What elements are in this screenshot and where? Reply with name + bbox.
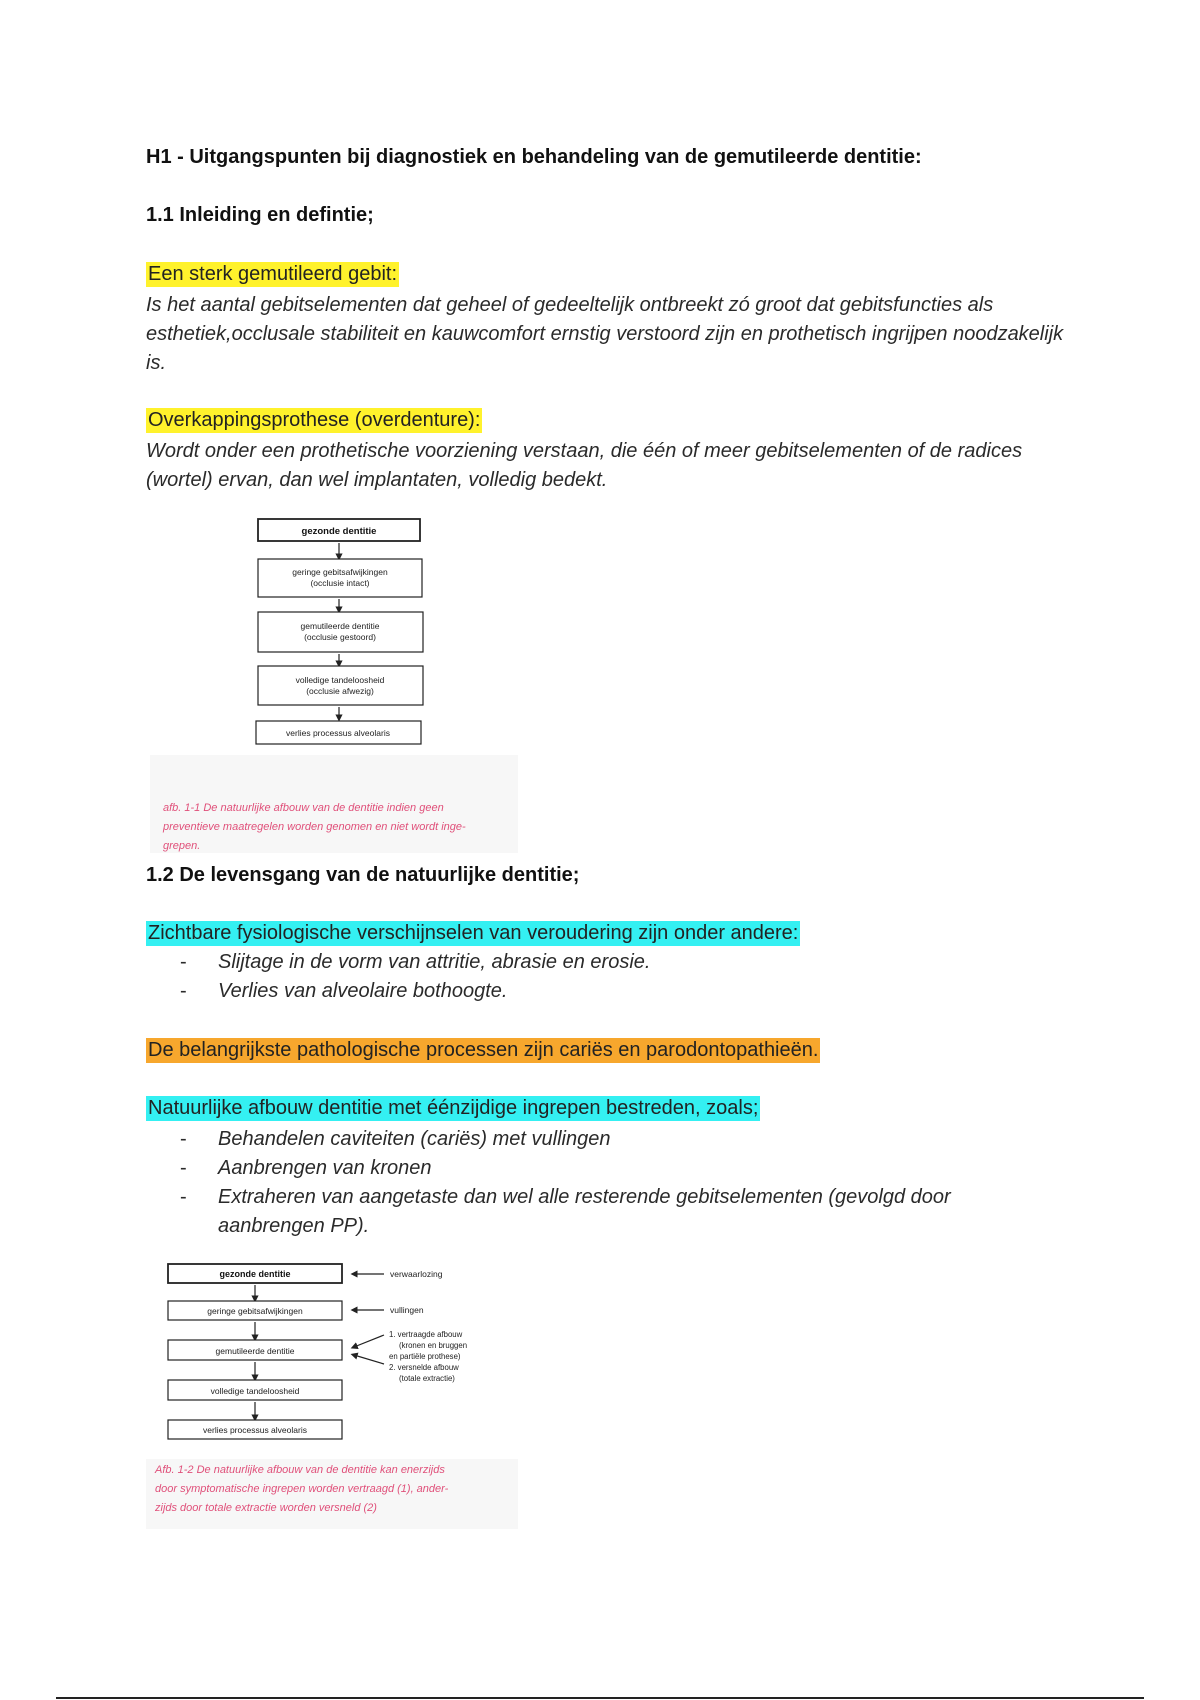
note-line: 2. versnelde afbouw xyxy=(389,1363,459,1372)
flow-box-4-label: volledige tandeloosheid xyxy=(295,675,385,685)
caption-line: zijds door totale extractie worden versneld (2) xyxy=(155,1502,377,1514)
figure-2-caption xyxy=(155,1461,448,1518)
caption-line: grepen. xyxy=(163,840,201,852)
note-line: en partiële prothese) xyxy=(389,1352,461,1361)
definition-1-text: Is het aantal gebitselementen dat geheel of gedeeltelijk ontbreekt zó groot dat gebitsfuncties als esthetiek,occlusale stabiliteit en kauwcomfort ernstig verstoord zijn en prothetisch ingrijpen noodzakelijk is. xyxy=(146,294,1064,374)
flow-box-2-sublabel: (occlusie intact) xyxy=(310,578,370,588)
note-line: 1. vertraagde afbouw xyxy=(389,1330,463,1339)
section-1-1-title: 1.1 Inleiding en defintie; xyxy=(146,204,374,226)
highlight-cyan: Natuurlijke afbouw dentitie met éénzijdige ingrepen bestreden, zoals; xyxy=(148,1097,759,1119)
definition-2-term xyxy=(146,408,482,433)
flow-box-5-label: verlies processus alveolaris xyxy=(203,1425,307,1435)
highlight-yellow: Overkappingsprothese (overdenture): xyxy=(148,409,481,431)
aging-list xyxy=(180,948,1060,1006)
chapter-heading: H1 - Uitgangspunten bij diagnostiek en behandeling van de gemutileerde dentitie: xyxy=(146,146,922,168)
flow-box-5-label: verlies processus alveolaris xyxy=(286,728,390,738)
figure-1 xyxy=(150,503,518,853)
list-item: - Slijtage in de vorm van attritie, abrasie en erosie. xyxy=(180,948,1060,977)
note-neglect: verwaarlozing xyxy=(390,1269,443,1279)
section-1-2-title: 1.2 De levensgang van de natuurlijke dentitie; xyxy=(146,864,580,886)
figure-2 xyxy=(146,1247,518,1529)
flow-box-2-label: geringe gebitsafwijkingen xyxy=(292,567,388,577)
interventions-list xyxy=(180,1125,1060,1241)
definition-2-text: Wordt onder een prothetische voorziening verstaan, die één of meer gebitselementen of de radices (wortel) ervan, dan wel implantaten, volledig bedekt. xyxy=(146,440,1023,491)
figure-1-caption xyxy=(163,799,466,856)
note-line: (totale extractie) xyxy=(399,1374,455,1383)
flow-box-1-label: gezonde dentitie xyxy=(301,526,377,537)
flow-box-2-label: geringe gebitsafwijkingen xyxy=(207,1306,303,1316)
flow-box-3-label: gemutileerde dentitie xyxy=(300,621,380,631)
highlight-cyan: Zichtbare fysiologische verschijnselen van veroudering zijn onder andere: xyxy=(148,922,799,944)
footer-rule xyxy=(56,1697,1144,1699)
list-item: - Verlies van alveolaire bothoogte. xyxy=(180,977,1060,1006)
flow-box-3-sublabel: (occlusie gestoord) xyxy=(304,632,376,642)
dash-marker: - xyxy=(180,1128,187,1150)
definition-1-term xyxy=(146,262,399,287)
list-item: - Behandelen caviteiten (cariës) met vullingen xyxy=(180,1125,1060,1154)
highlight-physiological xyxy=(146,921,800,946)
flow-box-4-sublabel: (occlusie afwezig) xyxy=(306,686,374,696)
flow-box-1-label: gezonde dentitie xyxy=(219,1269,291,1279)
list-item: - Aanbrengen van kronen xyxy=(180,1154,1060,1183)
note-line: (kronen en bruggen xyxy=(399,1341,468,1350)
caption-line: Afb. 1-2 De natuurlijke afbouw van de dentitie kan enerzijds xyxy=(155,1464,445,1476)
note-fillings: vullingen xyxy=(390,1305,424,1315)
dash-marker: - xyxy=(180,951,187,973)
highlight-yellow: Een sterk gemutileerd gebit: xyxy=(148,263,398,285)
caption-line: door symptomatische ingrepen worden vertraagd (1), ander- xyxy=(155,1483,449,1495)
dash-marker: - xyxy=(180,1186,187,1208)
highlight-interventions xyxy=(146,1096,760,1121)
list-item: - Extraheren van aangetaste dan wel alle resterende gebitselementen (gevolgd door aanbrengen PP). xyxy=(180,1183,1060,1241)
caption-line: afb. 1-1 De natuurlijke afbouw van de dentitie indien geen xyxy=(163,802,444,814)
flow-box-4-label: volledige tandeloosheid xyxy=(210,1386,300,1396)
highlight-pathological xyxy=(146,1038,820,1063)
caption-line: preventieve maatregelen worden genomen en niet wordt inge- xyxy=(163,821,466,833)
flow-box-3-label: gemutileerde dentitie xyxy=(215,1346,295,1356)
highlight-orange: De belangrijkste pathologische processen zijn cariës en parodontopathieën. xyxy=(148,1039,819,1061)
dash-marker: - xyxy=(180,980,187,1002)
dash-marker: - xyxy=(180,1157,187,1179)
